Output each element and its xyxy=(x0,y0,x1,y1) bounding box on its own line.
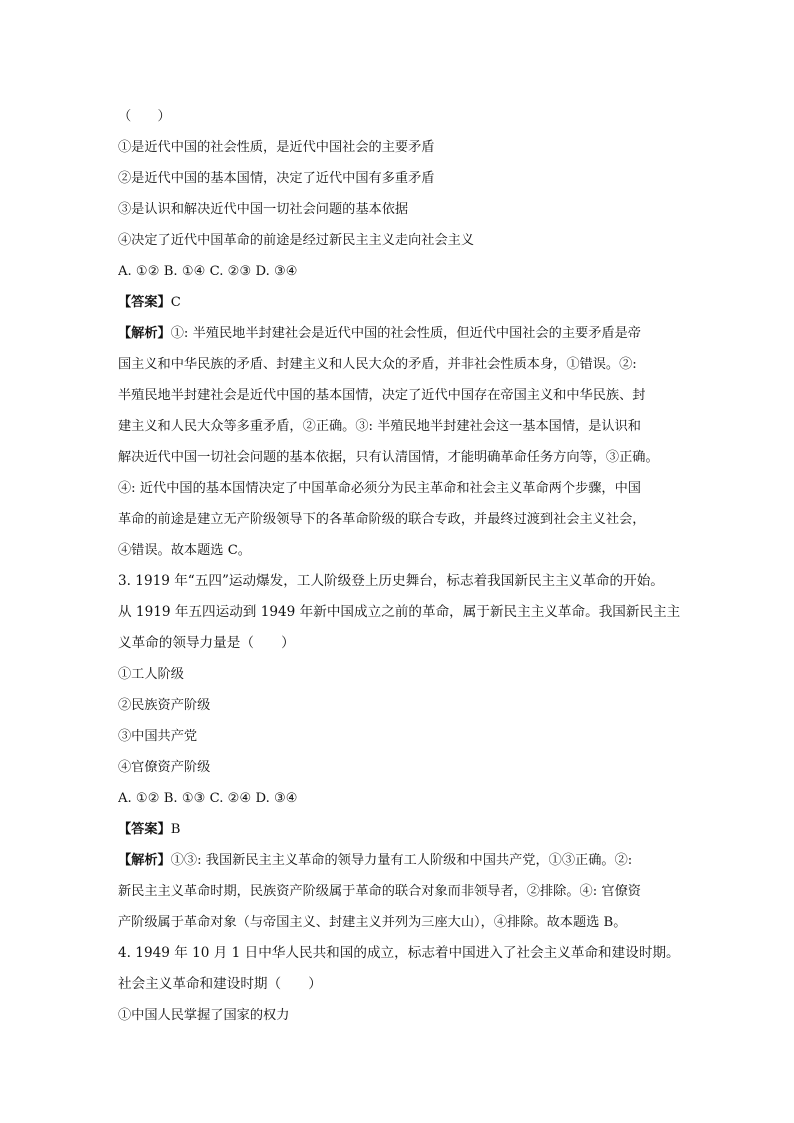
question-3-stem-line: 从 1919 年五四运动到 1949 年新中国成立之前的革命，属于新民主主义革命。我国新民主主 xyxy=(118,604,681,620)
question-2-analysis-line: 半殖民地半封建社会是近代中国的基本国情，决定了近代中国存在帝国主义和中华民族、封 xyxy=(118,388,646,403)
question-2-option-4: ④决定了近代中国革命的前途是经过新民主主义走向社会主义 xyxy=(118,233,475,248)
question-3-stem-line: 3. 1919 年“五四”运动爆发，工人阶级登上历史舞台，标志着我国新民主主义革命的开始。 xyxy=(118,573,664,589)
answer-label: 【答案】 xyxy=(118,822,171,837)
question-3-analysis-line: 产阶级属于革命对象（与帝国主义、封建主义并列为三座大山），④排除。故本题选 B。 xyxy=(118,915,627,930)
question-2-analysis-line: 建主义和人民大众等多重矛盾，②正确。③: 半殖民地半封建社会这一基本国情，是认识和 xyxy=(118,419,641,434)
question-3-option-2: ②民族资产阶级 xyxy=(118,698,211,713)
question-2-analysis-line: ④: 近代中国的基本国情决定了中国革命必须分为民主革命和社会主义革命两个步骤，中国 xyxy=(118,481,641,496)
answer-label: 【答案】 xyxy=(118,295,171,310)
question-2-choices: A. ①② B. ①④ C. ②③ D. ③④ xyxy=(118,264,298,279)
question-2-stem-tail: （ ） xyxy=(118,109,171,124)
question-2-analysis-line: 革命的前途是建立无产阶级领导下的各革命阶级的联合专政，并最终过渡到社会主义社会， xyxy=(118,512,646,527)
answer-value: C xyxy=(170,295,181,310)
question-3-analysis-line: 新民主主义革命时期，民族资产阶级属于革命的联合对象而非领导者，②排除。④: 官僚资 xyxy=(118,884,641,899)
answer-value: B xyxy=(170,822,181,837)
question-2-analysis-line: ④错误。故本题选 C。 xyxy=(118,543,251,558)
document-page xyxy=(118,101,690,1031)
question-3-option-3: ③中国共产党 xyxy=(118,729,198,744)
analysis-label: 【解析】 xyxy=(118,326,171,341)
question-3-stem-line: 义革命的领导力量是（ ） xyxy=(118,635,295,651)
question-4-option-1: ①中国人民掌握了国家的权力 xyxy=(118,1008,290,1023)
question-2-analysis-line: 国主义和中华民族的矛盾、封建主义和人民大众的矛盾，并非社会性质本身，①错误。②: xyxy=(118,357,637,372)
question-4-stem-line: 社会主义革命和建设时期（ ） xyxy=(118,976,322,992)
question-2-answer xyxy=(118,287,690,318)
question-3-choices: A. ①② B. ①③ C. ②④ D. ③④ xyxy=(118,791,298,806)
question-2-option-3: ③是认识和解决近代中国一切社会问题的基本依据 xyxy=(118,202,409,217)
question-3-option-4: ④官僚资产阶级 xyxy=(118,760,211,775)
question-2-analysis-line: 【解析】①: 半殖民地半封建社会是近代中国的社会性质，但近代中国社会的主要矛盾是帝 xyxy=(118,326,641,341)
question-3-answer xyxy=(118,814,690,845)
analysis-label: 【解析】 xyxy=(118,853,171,868)
question-3-analysis-line: 【解析】①③: 我国新民主主义革命的领导力量有工人阶级和中国共产党，①③正确。②: xyxy=(118,853,633,868)
question-2-option-2: ②是近代中国的基本国情，决定了近代中国有多重矛盾 xyxy=(118,171,435,186)
question-2-analysis-line: 解决近代中国一切社会问题的基本依据，只有认清国情，才能明确革命任务方向等，③正确。 xyxy=(118,450,659,465)
question-2-option-1: ①是近代中国的社会性质，是近代中国社会的主要矛盾 xyxy=(118,140,435,155)
question-3-option-1: ①工人阶级 xyxy=(118,667,184,682)
question-4-stem-line: 4. 1949 年 10 月 1 日中华人民共和国的成立，标志着中国进入了社会主义革命和建设时期。 xyxy=(118,945,680,961)
